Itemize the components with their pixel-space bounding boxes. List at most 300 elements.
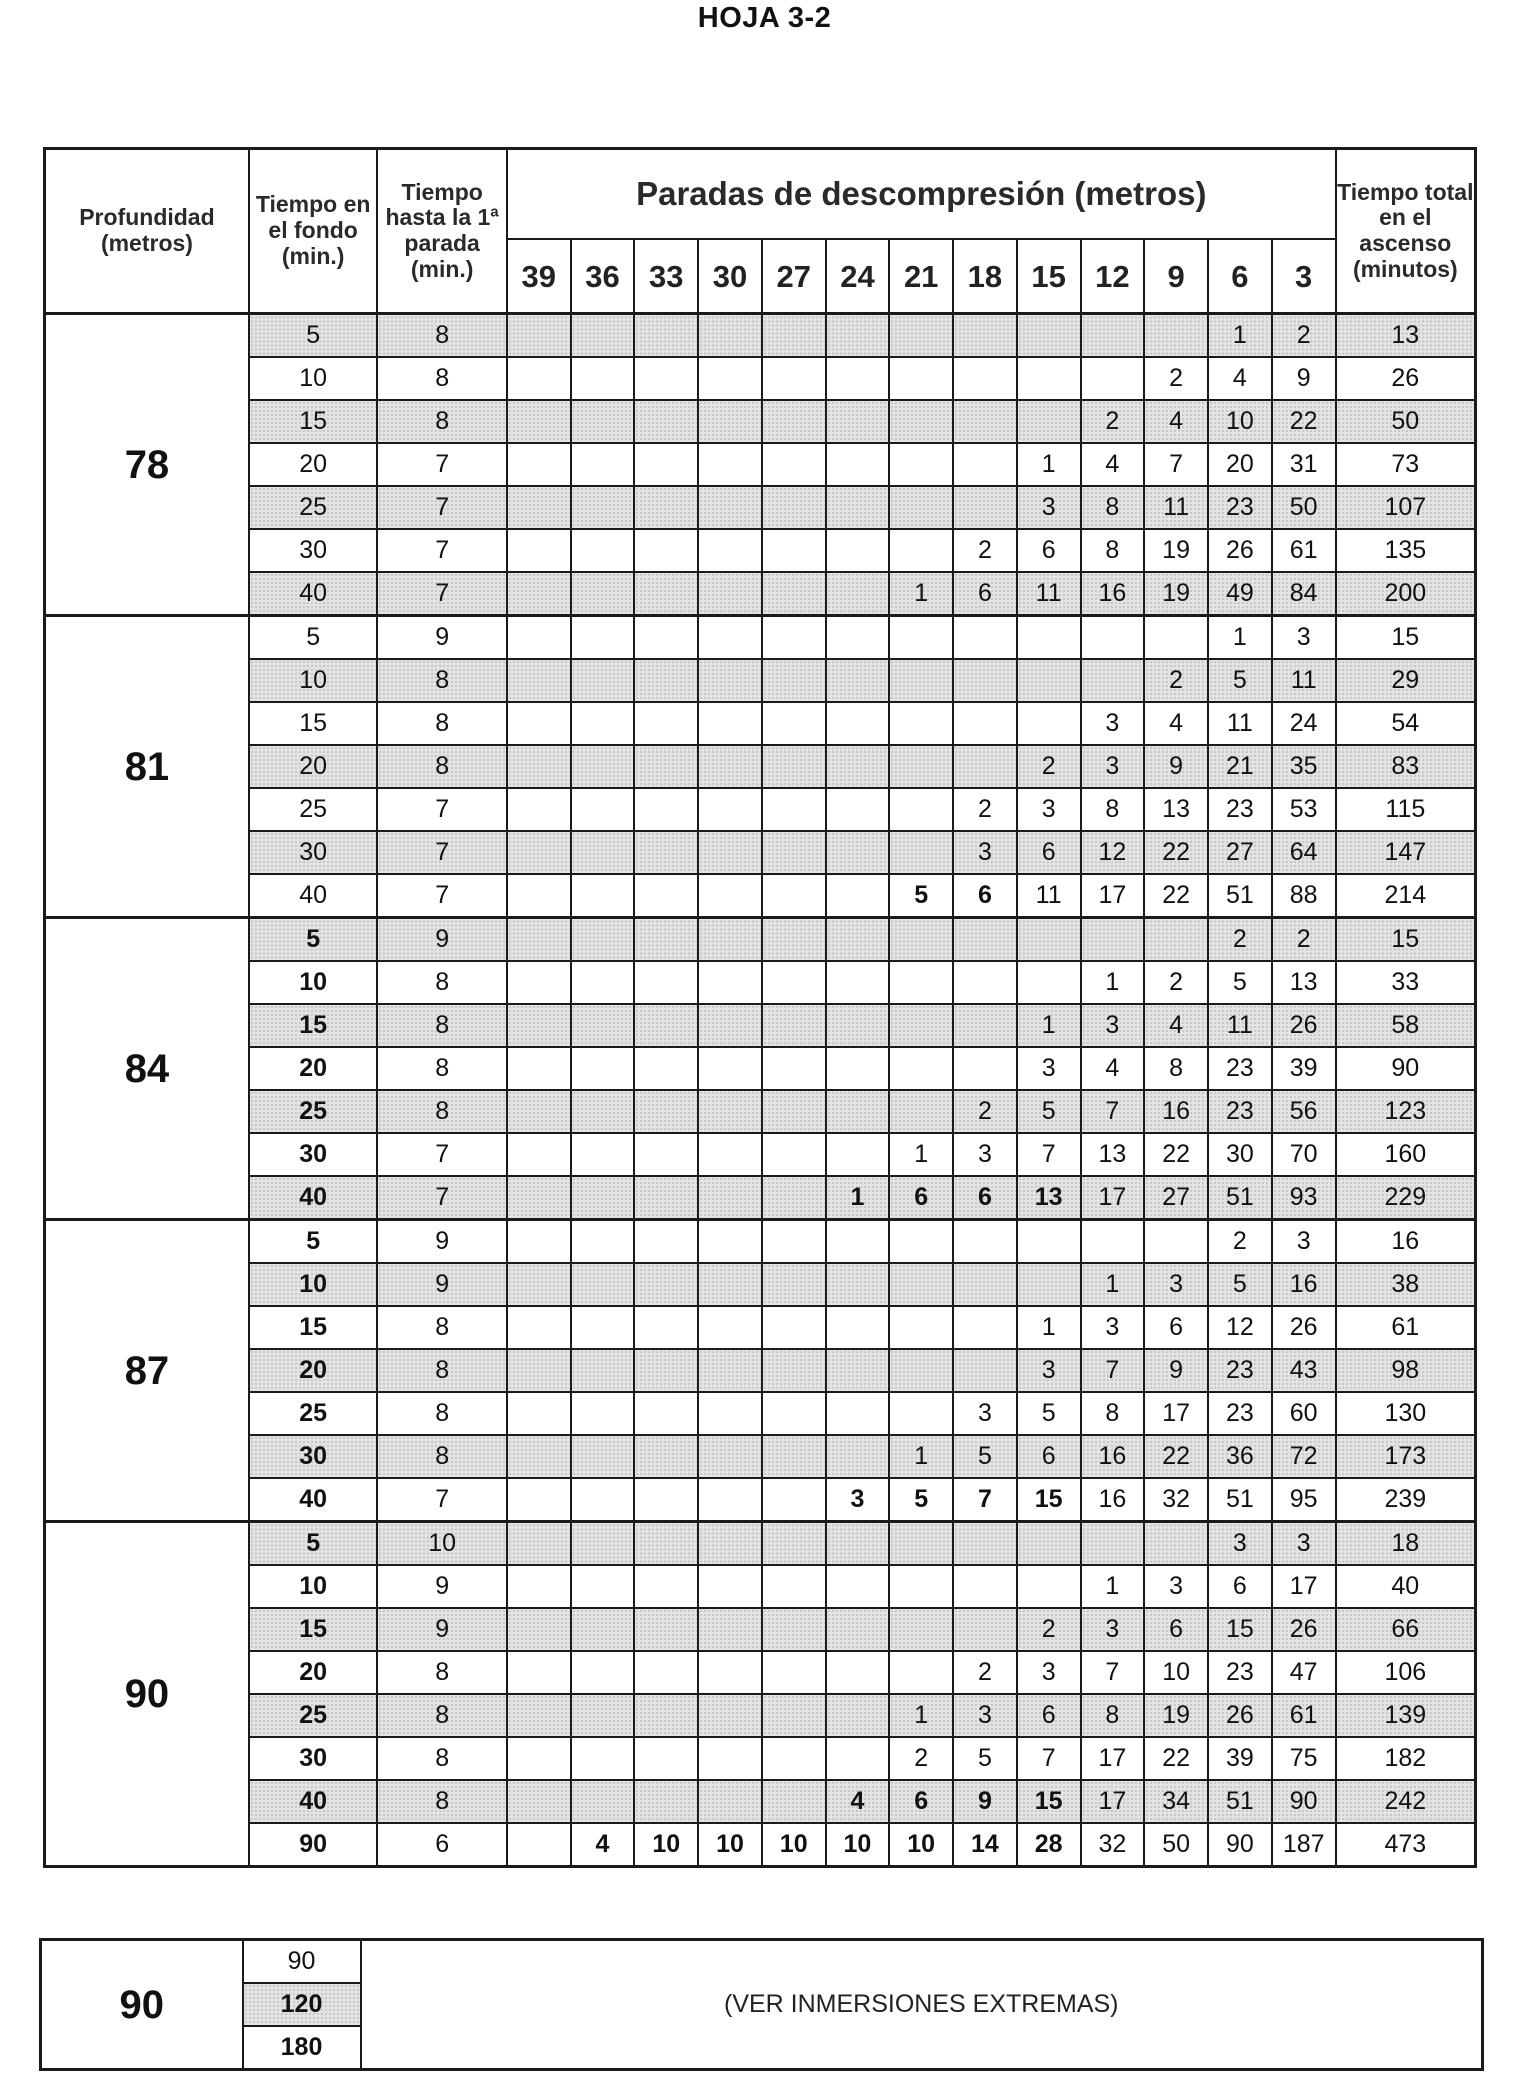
stop-depth-header: 12 (1081, 239, 1145, 314)
stop-cell (571, 702, 635, 745)
stop-cell: 90 (1208, 1823, 1272, 1867)
stop-cell (571, 400, 635, 443)
stop-cell (698, 1220, 762, 1264)
stop-cell (698, 1047, 762, 1090)
stop-cell (507, 529, 571, 572)
stop-cell: 17 (1081, 1780, 1145, 1823)
stop-cell (826, 788, 890, 831)
stop-cell: 3 (1208, 1522, 1272, 1566)
stop-cell: 21 (1208, 745, 1272, 788)
stop-cell (634, 314, 698, 358)
total-ascent-cell: 160 (1336, 1133, 1476, 1176)
stop-cell: 6 (1144, 1306, 1208, 1349)
stop-cell: 3 (1017, 1047, 1081, 1090)
stop-cell (889, 314, 953, 358)
stop-cell (571, 1090, 635, 1133)
table-row (45, 918, 1476, 962)
first-stop-time-cell: 7 (377, 486, 507, 529)
stop-cell: 9 (1144, 1349, 1208, 1392)
stop-cell (571, 314, 635, 358)
stop-depth-header: 39 (507, 239, 571, 314)
stop-cell: 9 (1272, 357, 1336, 400)
stop-cell (762, 1176, 826, 1220)
total-ascent-cell: 200 (1336, 572, 1476, 616)
stop-cell (507, 1263, 571, 1306)
stop-cell: 8 (1081, 486, 1145, 529)
stop-cell: 3 (1017, 788, 1081, 831)
stop-cell (634, 400, 698, 443)
bottom-time-cell: 10 (249, 659, 378, 702)
stop-cell (826, 702, 890, 745)
header-stops-title: Paradas de descompresión (metros) (507, 149, 1336, 240)
first-stop-time-cell: 9 (377, 1565, 507, 1608)
stop-cell (507, 874, 571, 918)
stop-cell (889, 1263, 953, 1306)
stop-cell: 3 (1017, 486, 1081, 529)
stop-cell: 22 (1144, 1133, 1208, 1176)
first-stop-time-cell: 8 (377, 1737, 507, 1780)
bottom-time-cell: 20 (249, 1651, 378, 1694)
stop-cell: 3 (953, 1392, 1017, 1435)
stop-cell (889, 1565, 953, 1608)
stop-cell: 6 (1144, 1608, 1208, 1651)
stop-cell (1017, 314, 1081, 358)
stop-cell (889, 1651, 953, 1694)
first-stop-time-cell: 8 (377, 745, 507, 788)
stop-cell (762, 702, 826, 745)
stop-depth-header: 3 (1272, 239, 1336, 314)
stop-cell: 10 (762, 1823, 826, 1867)
stop-cell: 8 (1081, 1392, 1145, 1435)
stop-cell (571, 1176, 635, 1220)
table-row (45, 1780, 1476, 1823)
stop-cell (1017, 702, 1081, 745)
stop-cell (634, 1047, 698, 1090)
table-row (45, 1522, 1476, 1566)
table-row (45, 874, 1476, 918)
first-stop-time-cell: 7 (377, 831, 507, 874)
stop-cell: 6 (953, 1176, 1017, 1220)
stop-cell (634, 1220, 698, 1264)
stop-cell (826, 1737, 890, 1780)
stop-cell: 5 (1017, 1392, 1081, 1435)
stop-cell: 7 (1081, 1090, 1145, 1133)
stop-cell (507, 1090, 571, 1133)
stop-cell (698, 1176, 762, 1220)
bottom-time-cell: 10 (249, 961, 378, 1004)
stop-cell (1081, 1220, 1145, 1264)
stop-cell (1081, 314, 1145, 358)
stop-cell (1081, 357, 1145, 400)
first-stop-time-cell: 8 (377, 659, 507, 702)
stop-cell (826, 400, 890, 443)
stop-cell (634, 961, 698, 1004)
bottom-time-cell: 15 (249, 400, 378, 443)
total-ascent-cell: 66 (1336, 1608, 1476, 1651)
stop-cell (826, 1522, 890, 1566)
stop-cell: 19 (1144, 572, 1208, 616)
bottom-time-cell: 25 (249, 1090, 378, 1133)
stop-cell: 49 (1208, 572, 1272, 616)
stop-cell (889, 1047, 953, 1090)
stop-cell: 9 (953, 1780, 1017, 1823)
stop-cell (826, 1263, 890, 1306)
total-ascent-cell: 473 (1336, 1823, 1476, 1867)
stop-cell (826, 529, 890, 572)
stop-cell (698, 1478, 762, 1522)
stop-cell: 3 (1144, 1263, 1208, 1306)
bottom-time-cell: 30 (249, 1133, 378, 1176)
table-row (45, 1565, 1476, 1608)
stop-cell (826, 443, 890, 486)
bottom-time-cell: 25 (249, 486, 378, 529)
stop-cell: 64 (1272, 831, 1336, 874)
stop-cell: 22 (1144, 1737, 1208, 1780)
stop-cell (634, 1694, 698, 1737)
bottom-time-cell: 15 (249, 1306, 378, 1349)
table-row (45, 1004, 1476, 1047)
table-row (45, 1737, 1476, 1780)
stop-cell: 10 (1144, 1651, 1208, 1694)
first-stop-time-cell: 7 (377, 788, 507, 831)
stop-cell: 53 (1272, 788, 1336, 831)
stop-cell (889, 1349, 953, 1392)
stop-cell (507, 918, 571, 962)
stop-cell (634, 1651, 698, 1694)
stop-cell: 6 (889, 1176, 953, 1220)
total-ascent-cell: 16 (1336, 1220, 1476, 1264)
table-row (45, 702, 1476, 745)
stop-cell: 26 (1208, 1694, 1272, 1737)
bottom-time-cell: 30 (249, 1737, 378, 1780)
stop-cell (698, 1565, 762, 1608)
stop-cell: 15 (1017, 1780, 1081, 1823)
stop-cell (953, 357, 1017, 400)
bottom-time-cell: 40 (249, 874, 378, 918)
stop-cell (1144, 616, 1208, 660)
stop-cell: 4 (1081, 1047, 1145, 1090)
stop-cell (762, 400, 826, 443)
stop-cell (889, 1004, 953, 1047)
first-stop-time-cell: 7 (377, 572, 507, 616)
total-ascent-cell: 107 (1336, 486, 1476, 529)
stop-cell: 24 (1272, 702, 1336, 745)
stop-cell: 2 (953, 1090, 1017, 1133)
stop-cell (953, 616, 1017, 660)
total-ascent-cell: 38 (1336, 1263, 1476, 1306)
first-stop-time-cell: 7 (377, 443, 507, 486)
stop-cell: 2 (1081, 400, 1145, 443)
stop-cell (826, 486, 890, 529)
table-row (45, 1435, 1476, 1478)
total-ascent-cell: 214 (1336, 874, 1476, 918)
stop-cell (507, 1478, 571, 1522)
table-row (45, 1349, 1476, 1392)
extreme-note: (VER INMERSIONES EXTREMAS) (361, 1940, 1483, 2070)
stop-cell: 23 (1208, 1651, 1272, 1694)
stop-cell: 16 (1081, 572, 1145, 616)
table-row (45, 616, 1476, 660)
total-ascent-cell: 15 (1336, 616, 1476, 660)
stop-cell (826, 314, 890, 358)
stop-cell: 1 (1017, 443, 1081, 486)
stop-cell (953, 1004, 1017, 1047)
stop-cell: 60 (1272, 1392, 1336, 1435)
stop-cell: 36 (1208, 1435, 1272, 1478)
stop-cell (826, 1435, 890, 1478)
stop-cell: 3 (953, 1694, 1017, 1737)
stop-cell: 3 (1081, 1306, 1145, 1349)
stop-cell (762, 1522, 826, 1566)
stop-cell: 2 (953, 788, 1017, 831)
stop-cell (1017, 1522, 1081, 1566)
total-ascent-cell: 54 (1336, 702, 1476, 745)
stop-cell (698, 400, 762, 443)
stop-cell (762, 1780, 826, 1823)
stop-cell (634, 443, 698, 486)
stop-cell (698, 745, 762, 788)
stop-cell (507, 659, 571, 702)
stop-cell: 10 (826, 1823, 890, 1867)
stop-cell (571, 918, 635, 962)
stop-cell (571, 1263, 635, 1306)
total-ascent-cell: 58 (1336, 1004, 1476, 1047)
stop-cell: 28 (1017, 1823, 1081, 1867)
bottom-time-cell: 25 (249, 788, 378, 831)
stop-cell: 22 (1144, 1435, 1208, 1478)
stop-cell: 17 (1144, 1392, 1208, 1435)
stop-cell (507, 572, 571, 616)
depth-cell: 87 (45, 1220, 249, 1522)
stop-cell: 17 (1272, 1565, 1336, 1608)
table-row (45, 314, 1476, 358)
stop-cell (953, 702, 1017, 745)
stop-cell (507, 1220, 571, 1264)
stop-cell: 16 (1144, 1090, 1208, 1133)
stop-cell (1017, 616, 1081, 660)
stop-cell (889, 529, 953, 572)
stop-cell (889, 659, 953, 702)
total-ascent-cell: 123 (1336, 1090, 1476, 1133)
stop-cell: 6 (1208, 1565, 1272, 1608)
stop-cell: 1 (826, 1176, 890, 1220)
stop-cell: 90 (1272, 1780, 1336, 1823)
total-ascent-cell: 115 (1336, 788, 1476, 831)
stop-cell: 8 (1081, 788, 1145, 831)
stop-cell (889, 831, 953, 874)
stop-cell: 7 (1081, 1349, 1145, 1392)
stop-cell: 7 (1017, 1737, 1081, 1780)
stop-cell (634, 1608, 698, 1651)
header-time-first-stop: Tiempo hasta la 1ª parada (min.) (377, 149, 507, 314)
stop-cell (507, 400, 571, 443)
stop-cell: 17 (1081, 1176, 1145, 1220)
total-ascent-cell: 239 (1336, 1478, 1476, 1522)
stop-cell (762, 874, 826, 918)
table-row (45, 1608, 1476, 1651)
first-stop-time-cell: 8 (377, 400, 507, 443)
stop-cell: 5 (953, 1737, 1017, 1780)
extreme-time: 120 (243, 1983, 361, 2026)
stop-cell: 61 (1272, 1694, 1336, 1737)
stop-cell: 23 (1208, 1392, 1272, 1435)
stop-cell: 14 (953, 1823, 1017, 1867)
total-ascent-cell: 98 (1336, 1349, 1476, 1392)
stop-cell (571, 1780, 635, 1823)
stop-cell (762, 831, 826, 874)
first-stop-time-cell: 9 (377, 1608, 507, 1651)
stop-cell (634, 529, 698, 572)
stop-cell: 23 (1208, 486, 1272, 529)
total-ascent-cell: 182 (1336, 1737, 1476, 1780)
stop-cell (1017, 1220, 1081, 1264)
stop-cell: 23 (1208, 1090, 1272, 1133)
stop-cell (889, 1522, 953, 1566)
stop-cell (634, 1522, 698, 1566)
stop-cell: 23 (1208, 788, 1272, 831)
total-ascent-cell: 106 (1336, 1651, 1476, 1694)
stop-cell (507, 357, 571, 400)
stop-cell: 10 (634, 1823, 698, 1867)
stop-depth-header: 30 (698, 239, 762, 314)
stop-cell: 11 (1272, 659, 1336, 702)
stop-cell: 5 (889, 874, 953, 918)
stop-cell (698, 961, 762, 1004)
stop-cell: 4 (1144, 400, 1208, 443)
stop-cell (507, 1306, 571, 1349)
stop-cell (1017, 357, 1081, 400)
stop-cell: 34 (1144, 1780, 1208, 1823)
stop-cell (507, 1133, 571, 1176)
bottom-time-cell: 15 (249, 1608, 378, 1651)
stop-cell (826, 1565, 890, 1608)
stop-cell (698, 1737, 762, 1780)
bottom-time-cell: 5 (249, 1220, 378, 1264)
stop-cell: 70 (1272, 1133, 1336, 1176)
stop-cell (1144, 1220, 1208, 1264)
table-row (45, 400, 1476, 443)
stop-cell (762, 659, 826, 702)
total-ascent-cell: 242 (1336, 1780, 1476, 1823)
first-stop-time-cell: 9 (377, 1220, 507, 1264)
stop-cell: 5 (1208, 961, 1272, 1004)
stop-cell (634, 486, 698, 529)
bottom-time-cell: 10 (249, 357, 378, 400)
stop-cell (698, 702, 762, 745)
stop-cell: 3 (953, 1133, 1017, 1176)
stop-cell (953, 486, 1017, 529)
page-title: HOJA 3-2 (697, 2, 832, 34)
stop-cell: 11 (1017, 874, 1081, 918)
stop-cell (634, 1176, 698, 1220)
stop-cell (826, 1090, 890, 1133)
stop-cell (634, 1349, 698, 1392)
stop-cell: 6 (1017, 1435, 1081, 1478)
stop-cell (571, 1694, 635, 1737)
stop-cell (826, 1694, 890, 1737)
stop-cell (571, 616, 635, 660)
stop-depth-header: 27 (762, 239, 826, 314)
stop-cell (762, 1349, 826, 1392)
stop-cell: 1 (889, 1694, 953, 1737)
stop-cell: 26 (1272, 1004, 1336, 1047)
first-stop-time-cell: 8 (377, 314, 507, 358)
total-ascent-cell: 90 (1336, 1047, 1476, 1090)
stop-cell: 2 (1144, 357, 1208, 400)
stop-cell (698, 918, 762, 962)
stop-cell (634, 874, 698, 918)
stop-cell: 1 (1081, 1565, 1145, 1608)
stop-cell: 23 (1208, 1047, 1272, 1090)
first-stop-time-cell: 9 (377, 918, 507, 962)
stop-cell (762, 918, 826, 962)
stop-cell (698, 357, 762, 400)
stop-cell (571, 1565, 635, 1608)
stop-cell (762, 1435, 826, 1478)
stop-cell (762, 788, 826, 831)
stop-cell: 10 (1208, 400, 1272, 443)
first-stop-time-cell: 9 (377, 616, 507, 660)
stop-cell (953, 443, 1017, 486)
bottom-time-cell: 40 (249, 1176, 378, 1220)
stop-cell (1017, 400, 1081, 443)
stop-depth-header: 6 (1208, 239, 1272, 314)
stop-cell (698, 1608, 762, 1651)
stop-cell (889, 616, 953, 660)
stop-cell (571, 1306, 635, 1349)
table-row (45, 1306, 1476, 1349)
stop-cell: 3 (1017, 1349, 1081, 1392)
total-ascent-cell: 73 (1336, 443, 1476, 486)
stop-cell: 3 (1081, 1608, 1145, 1651)
stop-cell (634, 1478, 698, 1522)
stop-cell: 50 (1272, 486, 1336, 529)
first-stop-time-cell: 8 (377, 1392, 507, 1435)
stop-cell (507, 788, 571, 831)
total-ascent-cell: 15 (1336, 918, 1476, 962)
first-stop-time-cell: 8 (377, 357, 507, 400)
stop-depth-header: 33 (634, 239, 698, 314)
stop-cell (571, 1349, 635, 1392)
stop-cell (889, 1306, 953, 1349)
stop-depth-header: 9 (1144, 239, 1208, 314)
stop-cell: 26 (1208, 529, 1272, 572)
stop-cell (762, 1478, 826, 1522)
first-stop-time-cell: 7 (377, 874, 507, 918)
total-ascent-cell: 18 (1336, 1522, 1476, 1566)
stop-cell: 9 (1144, 745, 1208, 788)
stop-cell (762, 486, 826, 529)
bottom-time-cell: 10 (249, 1565, 378, 1608)
stop-cell (571, 529, 635, 572)
stop-cell (889, 745, 953, 788)
table-row (45, 1176, 1476, 1220)
stop-cell: 3 (1144, 1565, 1208, 1608)
stop-cell: 4 (826, 1780, 890, 1823)
stop-cell (698, 1694, 762, 1737)
stop-cell: 84 (1272, 572, 1336, 616)
stop-cell: 11 (1208, 702, 1272, 745)
stop-cell (762, 357, 826, 400)
stop-cell: 4 (1144, 702, 1208, 745)
stop-cell (634, 918, 698, 962)
stop-cell (698, 659, 762, 702)
table-row (45, 1133, 1476, 1176)
stop-cell (698, 1263, 762, 1306)
stop-cell: 1 (889, 1435, 953, 1478)
stop-cell (698, 1651, 762, 1694)
stop-cell (953, 1349, 1017, 1392)
